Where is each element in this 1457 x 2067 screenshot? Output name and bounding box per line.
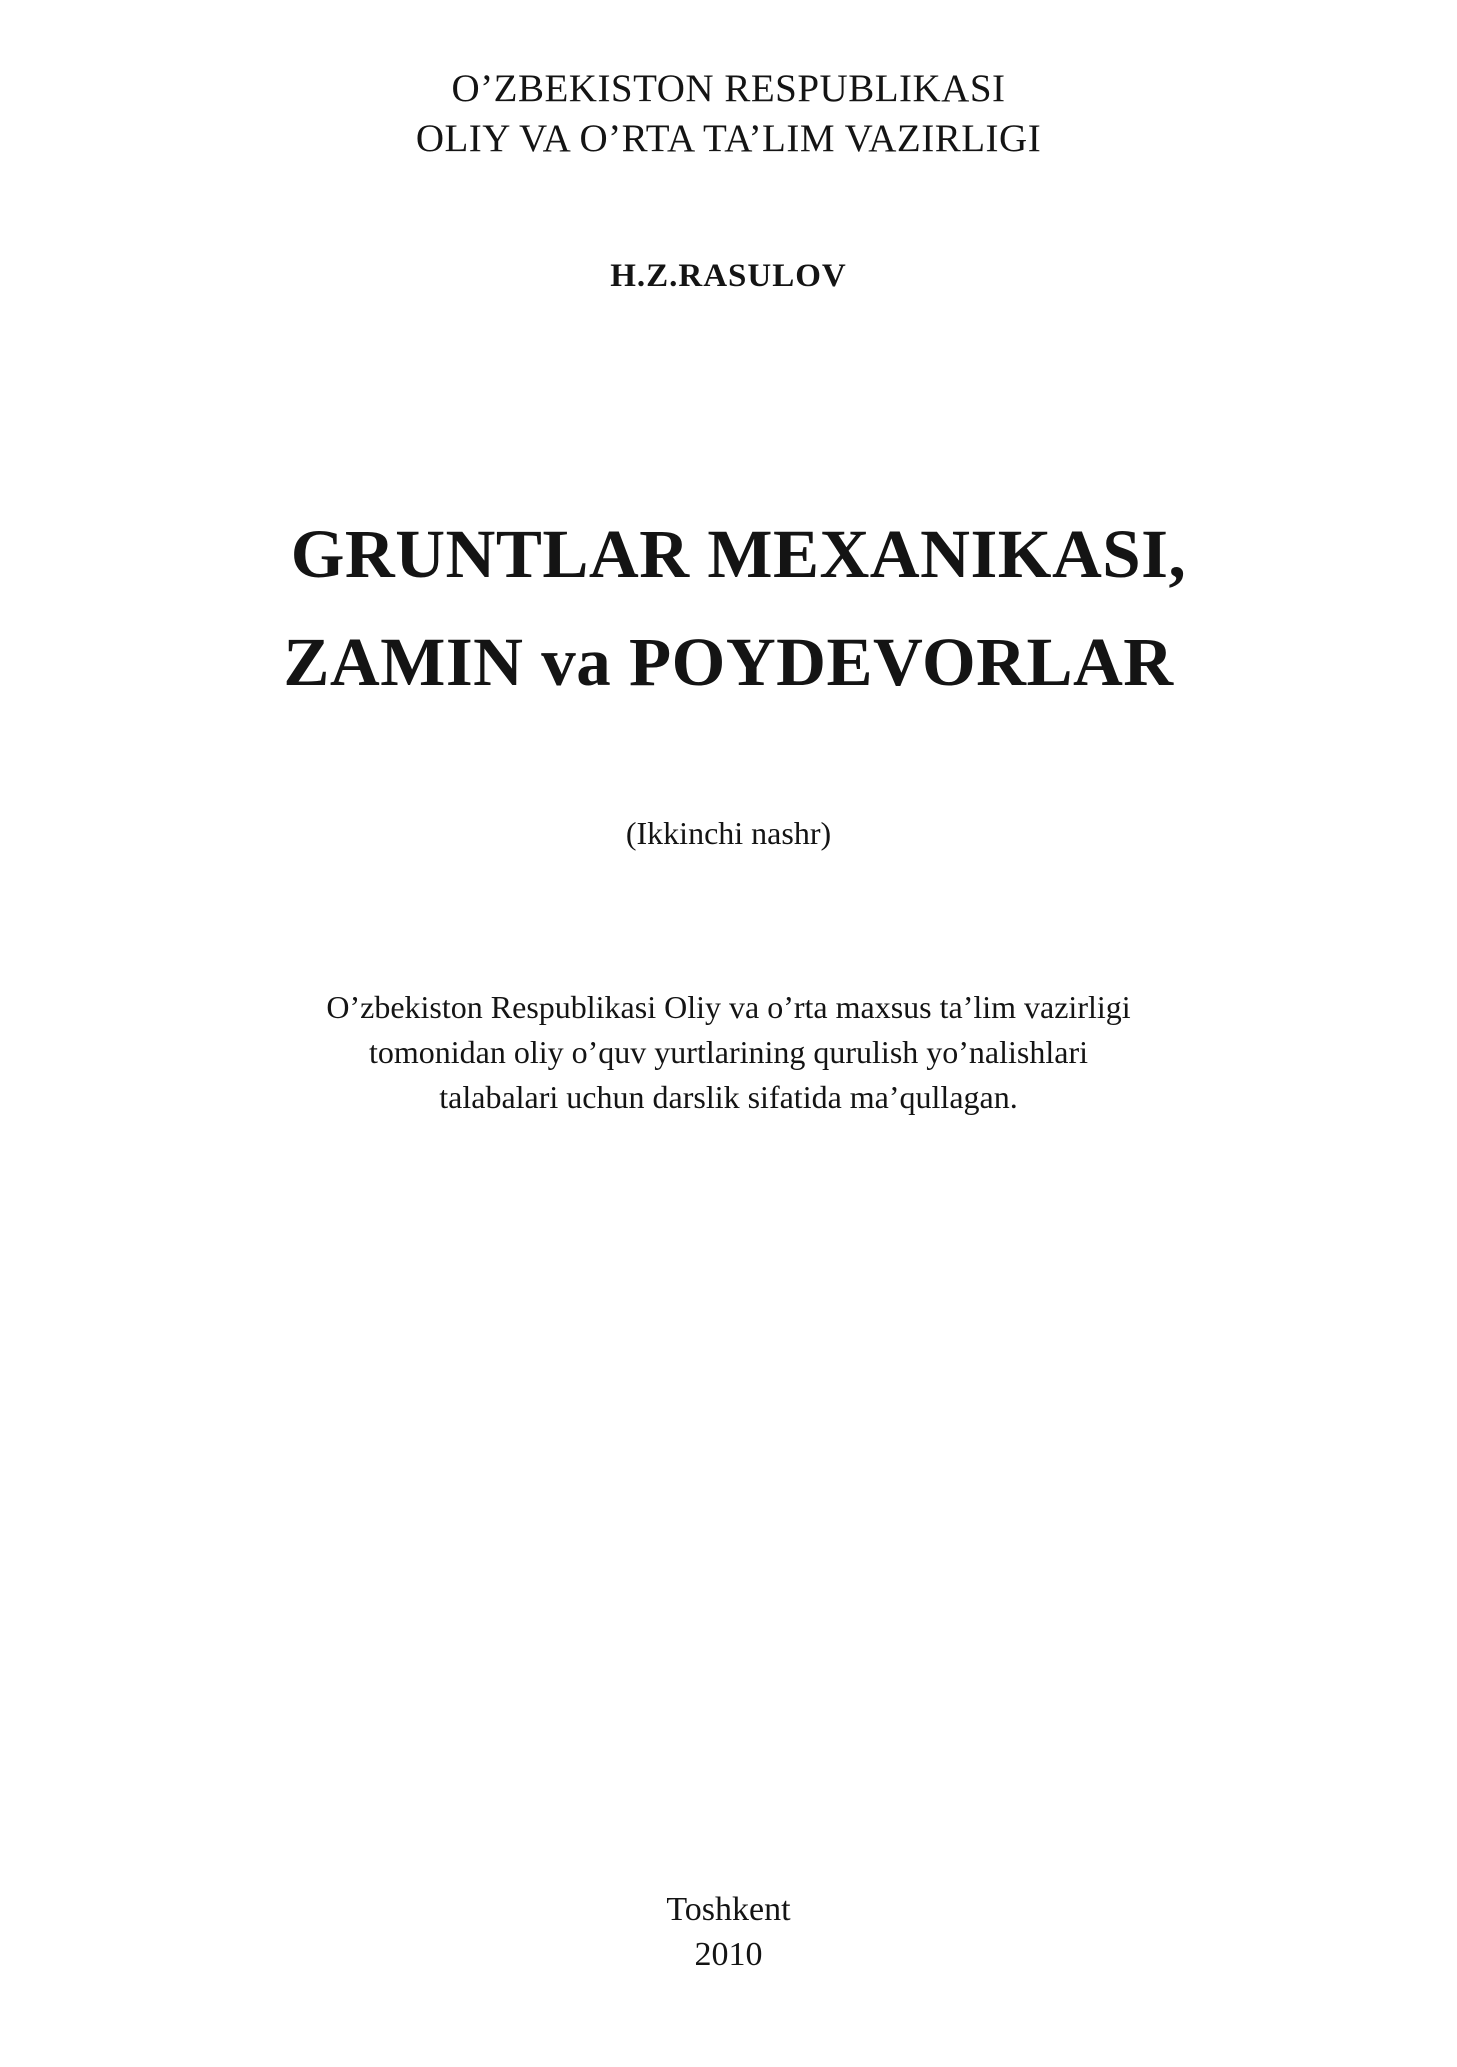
author-name: H.Z.RASULOV xyxy=(610,258,847,294)
imprint xyxy=(0,1887,1457,1977)
ministry-line-1: O’ZBEKISTON RESPUBLIKASI xyxy=(451,67,1006,110)
book-title xyxy=(0,500,1457,716)
imprint-year: 2010 xyxy=(694,1936,763,1973)
imprint-city: Toshkent xyxy=(666,1891,791,1928)
edition-note: (Ikkinchi nashr) xyxy=(625,815,832,851)
approval-line-3: talabalari uchun darslik sifatida ma’qullagan. xyxy=(439,1079,1018,1115)
approval-statement xyxy=(0,985,1457,1120)
ministry-line-2: OLIY VA O’RTA TA’LIM VAZIRLIGI xyxy=(415,117,1042,160)
ministry-header xyxy=(0,64,1457,164)
book-title-line-1: GRUNTLAR MEXANIKASI, xyxy=(290,516,1187,592)
book-title-line-2: ZAMIN va POYDEVORLAR xyxy=(283,624,1174,700)
approval-line-2: tomonidan oliy o’quv yurtlarining qurulish yo’nalishlari xyxy=(368,1034,1088,1070)
approval-line-1: O’zbekiston Respublikasi Oliy va o’rta maxsus ta’lim vazirligi xyxy=(326,989,1131,1025)
